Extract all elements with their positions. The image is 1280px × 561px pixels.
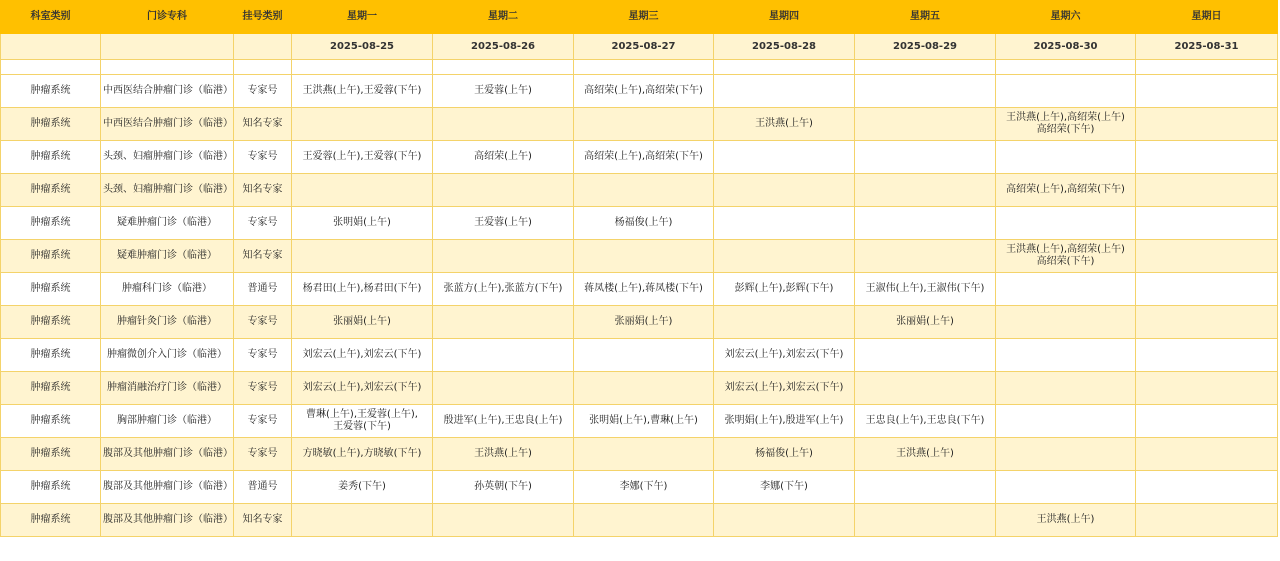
cell-text: 王洪燕(上午),王爱蓉(下午) xyxy=(302,85,422,96)
friday-cell xyxy=(855,372,996,405)
spacer-cell xyxy=(574,60,714,75)
clinic-specialty-cell xyxy=(101,306,234,339)
cell-text: 肿瘤系统 xyxy=(30,118,71,129)
saturday-cell xyxy=(996,339,1136,372)
cell-text: 肿瘤系统 xyxy=(30,217,71,228)
dept-category-cell xyxy=(1,273,101,306)
sunday-cell xyxy=(1136,273,1278,306)
col-header-monday: 星期一 xyxy=(292,1,433,34)
saturday-cell xyxy=(996,405,1136,438)
cell-text: 刘宏云(上午),刘宏云(下午) xyxy=(724,349,844,360)
wednesday-cell xyxy=(574,339,714,372)
friday-cell xyxy=(855,108,996,141)
sunday-cell xyxy=(1136,504,1278,537)
monday-cell xyxy=(292,240,433,273)
thursday-cell xyxy=(714,108,855,141)
saturday-cell xyxy=(996,207,1136,240)
cell-text: 肿瘤系统 xyxy=(30,349,71,360)
cell-text: 王洪燕(上午),高绍荣(上午) 高绍荣(下午) xyxy=(1006,112,1125,135)
date-cell xyxy=(101,34,234,60)
table-row xyxy=(1,207,1278,240)
spacer-cell xyxy=(433,60,574,75)
tuesday-cell xyxy=(433,372,574,405)
spacer-cell xyxy=(855,60,996,75)
col-header-wednesday: 星期三 xyxy=(574,1,714,34)
table-row xyxy=(1,108,1278,141)
saturday-cell xyxy=(996,471,1136,504)
saturday-cell xyxy=(996,504,1136,537)
tuesday-cell xyxy=(433,207,574,240)
monday-cell xyxy=(292,471,433,504)
clinic-specialty-cell xyxy=(101,108,234,141)
cell-text: 肿瘤针灸门诊（临港） xyxy=(117,316,217,327)
cell-text: 腹部及其他肿瘤门诊（临港） xyxy=(103,448,233,459)
spacer-cell xyxy=(996,60,1136,75)
clinic-specialty-cell xyxy=(101,504,234,537)
thursday-cell xyxy=(714,405,855,438)
registration-type-cell xyxy=(234,141,292,174)
cell-text: 专家号 xyxy=(247,448,278,459)
date-cell xyxy=(234,34,292,60)
cell-text: 张明娟(上午),曹琳(上午) xyxy=(589,415,698,426)
dept-category-cell xyxy=(1,141,101,174)
date-cell-monday: 2025-08-25 xyxy=(292,34,433,60)
registration-type-cell xyxy=(234,108,292,141)
thursday-cell xyxy=(714,207,855,240)
cell-text: 疑难肿瘤门诊（临港） xyxy=(117,217,217,228)
monday-cell xyxy=(292,75,433,108)
registration-type-cell xyxy=(234,306,292,339)
cell-text: 肿瘤系统 xyxy=(30,85,71,96)
cell-text: 肿瘤系统 xyxy=(30,250,71,261)
tuesday-cell xyxy=(433,504,574,537)
dept-category-cell xyxy=(1,339,101,372)
date-row xyxy=(1,34,1278,60)
table-row xyxy=(1,438,1278,471)
col-header-friday: 星期五 xyxy=(855,1,996,34)
cell-text: 张丽娟(上午) xyxy=(614,316,673,327)
registration-type-cell xyxy=(234,438,292,471)
saturday-cell xyxy=(996,240,1136,273)
cell-text: 张明娟(上午),殷进军(上午) xyxy=(724,415,844,426)
tuesday-cell xyxy=(433,108,574,141)
col-header-saturday: 星期六 xyxy=(996,1,1136,34)
monday-cell xyxy=(292,339,433,372)
clinic-specialty-cell xyxy=(101,339,234,372)
cell-text: 肿瘤系统 xyxy=(30,382,71,393)
cell-text: 李娜(下午) xyxy=(760,481,808,492)
cell-text: 胸部肿瘤门诊（临港） xyxy=(117,415,217,426)
date-cell-wednesday: 2025-08-27 xyxy=(574,34,714,60)
monday-cell xyxy=(292,207,433,240)
friday-cell xyxy=(855,471,996,504)
col-header-registration-type: 挂号类别 xyxy=(234,1,292,34)
wednesday-cell xyxy=(574,504,714,537)
sunday-cell xyxy=(1136,471,1278,504)
cell-text: 姜秀(下午) xyxy=(338,481,386,492)
cell-text: 曹琳(上午),王爱蓉(上午), 王爱蓉(下午) xyxy=(306,409,418,432)
cell-text: 高绍荣(上午),高绍荣(下午) xyxy=(584,85,703,96)
monday-cell xyxy=(292,372,433,405)
cell-text: 腹部及其他肿瘤门诊（临港） xyxy=(103,514,233,525)
cell-text: 专家号 xyxy=(247,382,278,393)
clinic-specialty-cell xyxy=(101,372,234,405)
tuesday-cell xyxy=(433,141,574,174)
spacer-cell xyxy=(292,60,433,75)
cell-text: 专家号 xyxy=(247,217,278,228)
cell-text: 中西医结合肿瘤门诊（临港） xyxy=(103,118,233,129)
cell-text: 知名专家 xyxy=(242,250,283,261)
cell-text: 疑难肿瘤门诊（临港） xyxy=(117,250,217,261)
cell-text: 肿瘤系统 xyxy=(30,151,71,162)
cell-text: 王爱蓉(上午),王爱蓉(下午) xyxy=(302,151,422,162)
sunday-cell xyxy=(1136,339,1278,372)
cell-text: 李娜(下午) xyxy=(619,481,668,492)
monday-cell xyxy=(292,405,433,438)
registration-type-cell xyxy=(234,174,292,207)
sunday-cell xyxy=(1136,306,1278,339)
wednesday-cell xyxy=(574,207,714,240)
friday-cell xyxy=(855,438,996,471)
clinic-specialty-cell xyxy=(101,405,234,438)
cell-text: 张明娟(上午) xyxy=(333,217,391,228)
clinic-specialty-cell xyxy=(101,174,234,207)
cell-text: 王洪燕(上午) xyxy=(474,448,532,459)
cell-text: 蒋凤楼(上午),蒋凤楼(下午) xyxy=(584,283,703,294)
cell-text: 杨君田(上午),杨君田(下午) xyxy=(302,283,422,294)
tuesday-cell xyxy=(433,240,574,273)
tuesday-cell xyxy=(433,174,574,207)
col-header-thursday: 星期四 xyxy=(714,1,855,34)
cell-text: 专家号 xyxy=(247,316,278,327)
wednesday-cell xyxy=(574,174,714,207)
sunday-cell xyxy=(1136,240,1278,273)
saturday-cell xyxy=(996,75,1136,108)
cell-text: 王淑伟(上午),王淑伟(下午) xyxy=(865,283,985,294)
cell-text: 王洪燕(上午) xyxy=(1036,514,1095,525)
friday-cell xyxy=(855,504,996,537)
sunday-cell xyxy=(1136,438,1278,471)
friday-cell xyxy=(855,306,996,339)
cell-text: 刘宏云(上午),刘宏云(下午) xyxy=(724,382,844,393)
table-row xyxy=(1,504,1278,537)
date-cell-tuesday: 2025-08-26 xyxy=(433,34,574,60)
saturday-cell xyxy=(996,108,1136,141)
clinic-specialty-cell xyxy=(101,141,234,174)
cell-text: 方晓敏(上午),方晓敏(下午) xyxy=(302,448,422,459)
cell-text: 肿瘤系统 xyxy=(30,448,71,459)
cell-text: 张蓝方(上午),张蓝方(下午) xyxy=(443,283,563,294)
thursday-cell xyxy=(714,174,855,207)
dept-category-cell xyxy=(1,372,101,405)
dept-category-cell xyxy=(1,240,101,273)
spacer-cell xyxy=(234,60,292,75)
friday-cell xyxy=(855,75,996,108)
friday-cell xyxy=(855,339,996,372)
thursday-cell xyxy=(714,240,855,273)
clinic-specialty-cell xyxy=(101,207,234,240)
friday-cell xyxy=(855,174,996,207)
cell-text: 知名专家 xyxy=(242,184,283,195)
cell-text: 肿瘤系统 xyxy=(30,184,71,195)
wednesday-cell xyxy=(574,438,714,471)
dept-category-cell xyxy=(1,306,101,339)
saturday-cell xyxy=(996,174,1136,207)
dept-category-cell xyxy=(1,207,101,240)
spacer-cell xyxy=(1136,60,1278,75)
friday-cell xyxy=(855,207,996,240)
monday-cell xyxy=(292,141,433,174)
dept-category-cell xyxy=(1,471,101,504)
saturday-cell xyxy=(996,372,1136,405)
friday-cell xyxy=(855,273,996,306)
cell-text: 肿瘤系统 xyxy=(30,514,71,525)
table-row xyxy=(1,405,1278,438)
clinic-specialty-cell xyxy=(101,75,234,108)
col-header-dept-category: 科室类别 xyxy=(1,1,101,34)
cell-text: 头颈、妇瘤肿瘤门诊（临港） xyxy=(103,184,233,195)
spacer-cell xyxy=(101,60,234,75)
date-cell-saturday: 2025-08-30 xyxy=(996,34,1136,60)
cell-text: 肿瘤系统 xyxy=(30,415,71,426)
spacer-cell xyxy=(1,60,101,75)
cell-text: 张丽娟(上午) xyxy=(333,316,391,327)
spacer-row xyxy=(1,60,1278,75)
cell-text: 肿瘤科门诊（临港） xyxy=(122,283,212,294)
sunday-cell xyxy=(1136,174,1278,207)
saturday-cell xyxy=(996,438,1136,471)
col-header-tuesday: 星期二 xyxy=(433,1,574,34)
col-header-clinic-specialty: 门诊专科 xyxy=(101,1,234,34)
tuesday-cell xyxy=(433,438,574,471)
cell-text: 王爱蓉(上午) xyxy=(474,85,532,96)
tuesday-cell xyxy=(433,306,574,339)
table-row xyxy=(1,471,1278,504)
cell-text: 普通号 xyxy=(247,283,278,294)
sunday-cell xyxy=(1136,207,1278,240)
registration-type-cell xyxy=(234,273,292,306)
saturday-cell xyxy=(996,306,1136,339)
table-row xyxy=(1,372,1278,405)
table-row xyxy=(1,306,1278,339)
registration-type-cell xyxy=(234,471,292,504)
dept-category-cell xyxy=(1,405,101,438)
cell-text: 肿瘤消融治疗门诊（临港） xyxy=(107,382,227,393)
dept-category-cell xyxy=(1,504,101,537)
cell-text: 肿瘤系统 xyxy=(30,481,71,492)
wednesday-cell xyxy=(574,273,714,306)
wednesday-cell xyxy=(574,372,714,405)
cell-text: 王爱蓉(上午) xyxy=(474,217,532,228)
wednesday-cell xyxy=(574,306,714,339)
thursday-cell xyxy=(714,339,855,372)
registration-type-cell xyxy=(234,75,292,108)
date-cell-sunday: 2025-08-31 xyxy=(1136,34,1278,60)
table-row xyxy=(1,339,1278,372)
monday-cell xyxy=(292,306,433,339)
monday-cell xyxy=(292,504,433,537)
tuesday-cell xyxy=(433,75,574,108)
dept-category-cell xyxy=(1,108,101,141)
registration-type-cell xyxy=(234,240,292,273)
cell-text: 知名专家 xyxy=(242,514,283,525)
sunday-cell xyxy=(1136,75,1278,108)
thursday-cell xyxy=(714,75,855,108)
cell-text: 专家号 xyxy=(247,349,278,360)
cell-text: 王忠良(上午),王忠良(下午) xyxy=(865,415,985,426)
cell-text: 头颈、妇瘤肿瘤门诊（临港） xyxy=(103,151,233,162)
thursday-cell xyxy=(714,471,855,504)
cell-text: 肿瘤系统 xyxy=(30,283,71,294)
table-row xyxy=(1,273,1278,306)
sunday-cell xyxy=(1136,108,1278,141)
cell-text: 肿瘤微创介入门诊（临港） xyxy=(107,349,227,360)
table-row xyxy=(1,240,1278,273)
cell-text: 知名专家 xyxy=(242,118,283,129)
clinic-specialty-cell xyxy=(101,273,234,306)
thursday-cell xyxy=(714,273,855,306)
monday-cell xyxy=(292,438,433,471)
tuesday-cell xyxy=(433,339,574,372)
registration-type-cell xyxy=(234,504,292,537)
cell-text: 孙英朝(下午) xyxy=(474,481,532,492)
cell-text: 普通号 xyxy=(247,481,278,492)
cell-text: 腹部及其他肿瘤门诊（临港） xyxy=(103,481,233,492)
cell-text: 高绍荣(上午),高绍荣(下午) xyxy=(1006,184,1125,195)
cell-text: 杨福俊(上午) xyxy=(614,217,673,228)
dept-category-cell xyxy=(1,75,101,108)
monday-cell xyxy=(292,174,433,207)
registration-type-cell xyxy=(234,405,292,438)
header-row xyxy=(1,1,1278,34)
clinic-specialty-cell xyxy=(101,471,234,504)
col-header-sunday: 星期日 xyxy=(1136,1,1278,34)
monday-cell xyxy=(292,273,433,306)
cell-text: 肿瘤系统 xyxy=(30,316,71,327)
spacer-cell xyxy=(714,60,855,75)
wednesday-cell xyxy=(574,75,714,108)
cell-text: 高绍荣(上午) xyxy=(474,151,532,162)
friday-cell xyxy=(855,141,996,174)
cell-text: 王洪燕(上午) xyxy=(755,118,813,129)
saturday-cell xyxy=(996,273,1136,306)
tuesday-cell xyxy=(433,273,574,306)
friday-cell xyxy=(855,240,996,273)
thursday-cell xyxy=(714,372,855,405)
tuesday-cell xyxy=(433,405,574,438)
friday-cell xyxy=(855,405,996,438)
sunday-cell xyxy=(1136,141,1278,174)
date-cell xyxy=(1,34,101,60)
thursday-cell xyxy=(714,438,855,471)
sunday-cell xyxy=(1136,405,1278,438)
registration-type-cell xyxy=(234,372,292,405)
cell-text: 王洪燕(上午) xyxy=(896,448,954,459)
thursday-cell xyxy=(714,504,855,537)
thursday-cell xyxy=(714,306,855,339)
dept-category-cell xyxy=(1,174,101,207)
registration-type-cell xyxy=(234,339,292,372)
table-row xyxy=(1,141,1278,174)
cell-text: 专家号 xyxy=(247,151,278,162)
cell-text: 杨福俊(上午) xyxy=(755,448,813,459)
clinic-specialty-cell xyxy=(101,438,234,471)
registration-type-cell xyxy=(234,207,292,240)
cell-text: 中西医结合肿瘤门诊（临港） xyxy=(103,85,233,96)
cell-text: 王洪燕(上午),高绍荣(上午) 高绍荣(下午) xyxy=(1006,244,1125,267)
wednesday-cell xyxy=(574,471,714,504)
cell-text: 专家号 xyxy=(247,415,278,426)
date-cell-thursday: 2025-08-28 xyxy=(714,34,855,60)
cell-text: 张丽娟(上午) xyxy=(896,316,954,327)
cell-text: 刘宏云(上午),刘宏云(下午) xyxy=(302,382,422,393)
monday-cell xyxy=(292,108,433,141)
wednesday-cell xyxy=(574,141,714,174)
dept-category-cell xyxy=(1,438,101,471)
clinic-specialty-cell xyxy=(101,240,234,273)
sunday-cell xyxy=(1136,372,1278,405)
cell-text: 刘宏云(上午),刘宏云(下午) xyxy=(302,349,422,360)
wednesday-cell xyxy=(574,405,714,438)
thursday-cell xyxy=(714,141,855,174)
cell-text: 殷进军(上午),王忠良(上午) xyxy=(443,415,563,426)
date-cell-friday: 2025-08-29 xyxy=(855,34,996,60)
tuesday-cell xyxy=(433,471,574,504)
table-row xyxy=(1,174,1278,207)
wednesday-cell xyxy=(574,108,714,141)
cell-text: 高绍荣(上午),高绍荣(下午) xyxy=(584,151,703,162)
cell-text: 专家号 xyxy=(247,85,278,96)
cell-text: 彭辉(上午),彭辉(下午) xyxy=(734,283,834,294)
table-row xyxy=(1,75,1278,108)
saturday-cell xyxy=(996,141,1136,174)
wednesday-cell xyxy=(574,240,714,273)
